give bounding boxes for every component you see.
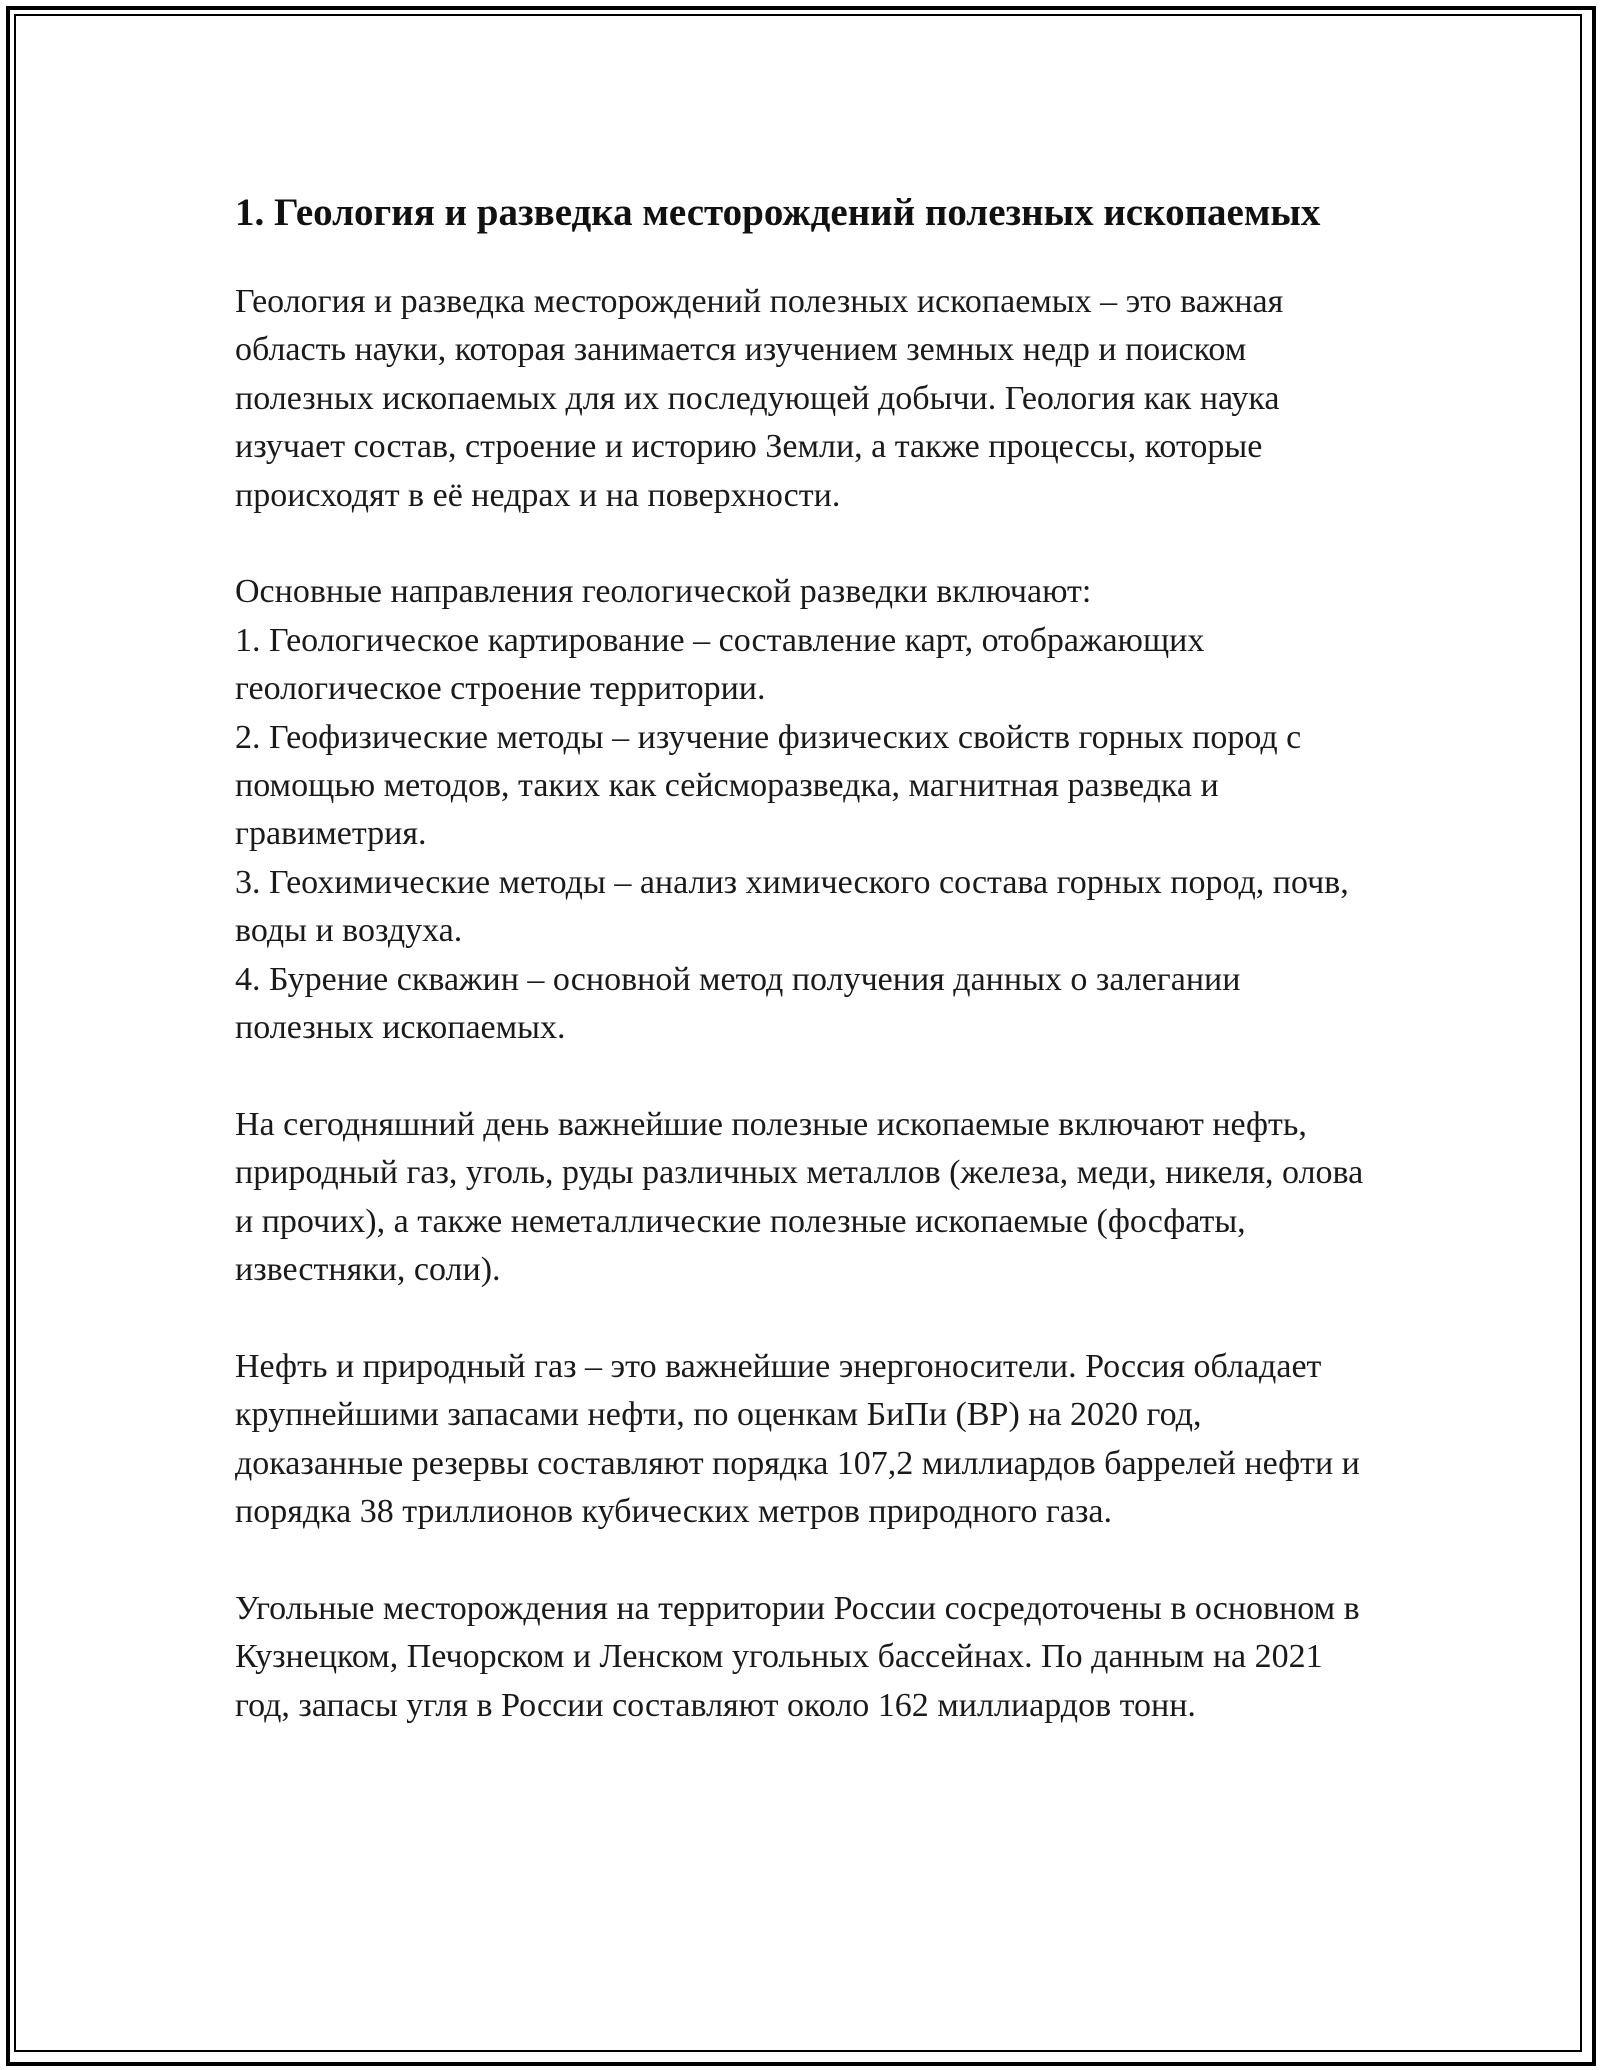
minerals-paragraph: На сегодняшний день важнейшие полезные ископаемые включают нефть, природный газ, уголь, руды различных металлов (железа, меди, никеля, олова и прочих), а также неметаллические полезные ископаемые (фосфаты, известняки, соли).: [235, 1105, 1364, 1289]
paragraph-spacer: [235, 1295, 1375, 1343]
direction-item: 4. Бурение скважин – основной метод получения данных о залегании полезных ископаемых.: [235, 960, 1241, 1047]
directions-heading: Основные направления геологической разведки включают:: [235, 573, 1092, 611]
coal-paragraph: Угольные месторождения на территории России сосредоточены в основном в Кузнецком, Печорском и Ленском угольных бассейнах. По данным на 2021 год, запасы угля в России составляют около 162 миллиардов тонн.: [235, 1589, 1360, 1724]
intro-paragraph: Геология и разведка месторождений полезных ископаемых – это важная область науки, которая занимается изучением земных недр и поиском полезных ископаемых для их последующей добычи. Геология как наука изучает состав, строение и историю Земли, а также процессы, которые происходят в её недрах и на поверхности.: [235, 283, 1284, 514]
directions-block: [235, 568, 1375, 1052]
paragraph-spacer: [235, 520, 1375, 568]
paragraph-spacer: [235, 1537, 1375, 1585]
paragraph-spacer: [235, 1052, 1375, 1100]
direction-item: 2. Геофизические методы – изучение физических свойств горных пород с помощью методов, таких как сейсморазведка, магнитная разведка и гравиметрия.: [235, 718, 1302, 853]
direction-item: 3. Геохимические методы – анализ химического состава горных пород, почв, воды и воздуха.: [235, 863, 1349, 950]
oil-gas-paragraph: Нефть и природный газ – это важнейшие энергоносители. Россия обладает крупнейшими запасами нефти, по оценкам БиПи (BP) на 2020 год, доказанные резервы составляют порядка 107,2 миллиардов баррелей нефти и порядка 38 триллионов кубических метров природного газа.: [235, 1347, 1360, 1531]
document-title: 1. Геология и разведка месторождений полезных ископаемых: [235, 191, 1321, 234]
direction-item: 1. Геологическое картирование – составление карт, отображающих геологическое строение территории.: [235, 621, 1205, 708]
document-page: [235, 186, 1375, 1730]
